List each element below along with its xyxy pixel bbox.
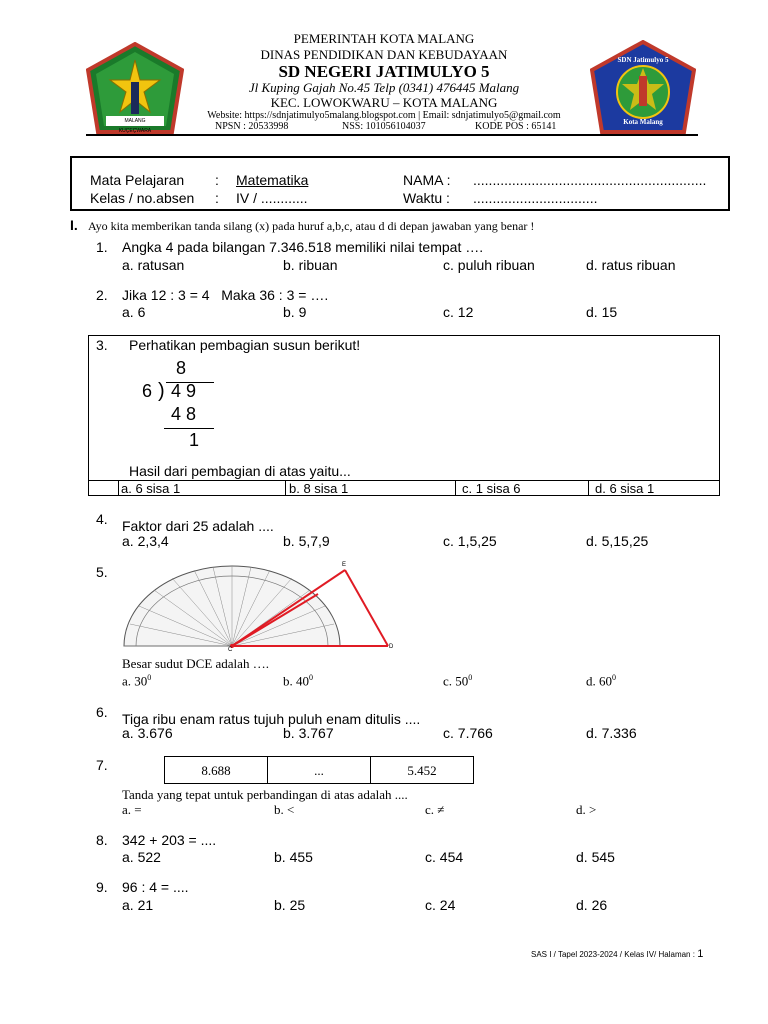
q7-option-c[interactable]: c. ≠ bbox=[425, 802, 445, 817]
division-dividend: 4 9 bbox=[171, 381, 197, 401]
class-field[interactable]: IV / ............ bbox=[236, 190, 308, 206]
q3-cell-divider bbox=[118, 481, 119, 496]
header-address: Jl Kuping Gajah No.45 Telp (0341) 476445 Malang bbox=[248, 80, 520, 95]
q5-option-c[interactable] bbox=[443, 673, 472, 689]
instruction-text: Ayo kita memberikan tanda silang (x) pada huruf a,b,c, atau d di depan jawaban yang benar ! bbox=[88, 219, 535, 233]
q2-option-d[interactable]: d. 15 bbox=[586, 304, 618, 320]
q5-option-d-degree: 0 bbox=[612, 673, 616, 682]
header-kodepos: KODE POS : 65141 bbox=[475, 121, 557, 132]
q8-text: 342 + 203 = .... bbox=[122, 832, 217, 848]
footer-page-number: 1 bbox=[697, 948, 704, 960]
q2-number: 2. bbox=[96, 287, 108, 303]
q5-option-c-text: c. 50 bbox=[443, 673, 469, 689]
q7-option-d[interactable]: d. > bbox=[576, 802, 597, 817]
q9-number: 9. bbox=[96, 879, 108, 895]
q6-option-c[interactable]: c. 7.766 bbox=[443, 725, 493, 741]
q8-option-a[interactable]: a. 522 bbox=[122, 849, 161, 865]
right-logo-bottom-text: Kota Malang bbox=[623, 118, 663, 126]
q6-number: 6. bbox=[96, 704, 108, 720]
division-remainder: 1 bbox=[189, 430, 200, 450]
q3-footer: Hasil dari pembagian di atas yaitu... bbox=[129, 463, 351, 479]
q7-option-a[interactable]: a. = bbox=[122, 802, 142, 817]
q4-option-b[interactable]: b. 5,7,9 bbox=[283, 533, 330, 549]
q3-option-b[interactable]: b. 8 sisa 1 bbox=[289, 481, 349, 496]
q5-option-d[interactable] bbox=[586, 673, 616, 689]
q2-option-c[interactable]: c. 12 bbox=[443, 304, 474, 320]
q5-text: Besar sudut DCE adalah …. bbox=[122, 656, 269, 671]
header-department: DINAS PENDIDIKAN DAN KEBUDAYAAN bbox=[260, 47, 508, 62]
q3-option-c[interactable]: c. 1 sisa 6 bbox=[462, 481, 521, 496]
q3-option-d[interactable]: d. 6 sisa 1 bbox=[595, 481, 655, 496]
subject-colon: : bbox=[215, 172, 219, 188]
q4-option-a[interactable]: a. 2,3,4 bbox=[122, 533, 169, 549]
header-district: KEC. LOWOKWARU – KOTA MALANG bbox=[270, 95, 498, 110]
q5-option-b-text: b. 40 bbox=[283, 673, 309, 689]
header-government: PEMERINTAH KOTA MALANG bbox=[293, 31, 475, 46]
division-divisor: 6 bbox=[142, 381, 153, 401]
q3-cell-divider bbox=[285, 481, 286, 496]
q6-option-b[interactable]: b. 3.767 bbox=[283, 725, 334, 741]
q4-option-d[interactable]: d. 5,15,25 bbox=[586, 533, 649, 549]
q1-option-c[interactable]: c. puluh ribuan bbox=[443, 257, 535, 273]
division-subtract-line bbox=[164, 428, 214, 429]
q2-option-b[interactable]: b. 9 bbox=[283, 304, 307, 320]
q8-option-d[interactable]: d. 545 bbox=[576, 849, 615, 865]
compare-blank[interactable]: ... bbox=[268, 757, 371, 783]
header-nss: NSS: 101056104037 bbox=[342, 121, 426, 132]
name-label: NAMA : bbox=[403, 172, 451, 188]
header-website: Website: https://sdnjatimulyo5malang.blogspot.com | Email: sdnjatimulyo5@gmail.com bbox=[207, 110, 561, 121]
q5-option-c-degree: 0 bbox=[468, 673, 473, 682]
q4-number: 4. bbox=[96, 511, 108, 527]
q2-option-a[interactable]: a. 6 bbox=[122, 304, 146, 320]
comparison-table bbox=[164, 756, 474, 784]
time-label: Waktu : bbox=[403, 190, 450, 206]
q5-option-b[interactable] bbox=[283, 673, 313, 689]
compare-left-value: 8.688 bbox=[165, 757, 268, 783]
name-field[interactable]: ............................................................ bbox=[473, 172, 707, 188]
q5-option-a-text: a. 30 bbox=[122, 673, 148, 689]
q8-option-b[interactable]: b. 455 bbox=[274, 849, 313, 865]
q9-option-a[interactable]: a. 21 bbox=[122, 897, 154, 913]
division-quotient: 8 bbox=[176, 358, 187, 378]
q2-text: Jika 12 : 3 = 4 Maka 36 : 3 = …. bbox=[122, 287, 329, 303]
q4-option-c[interactable]: c. 1,5,25 bbox=[443, 533, 497, 549]
q6-text: Tiga ribu enam ratus tujuh puluh enam ditulis .... bbox=[122, 711, 421, 727]
q6-option-d[interactable]: d. 7.336 bbox=[586, 725, 637, 741]
q9-option-c[interactable]: c. 24 bbox=[425, 897, 456, 913]
point-e-label: E bbox=[342, 562, 347, 568]
q5-option-a-degree: 0 bbox=[147, 673, 152, 682]
right-logo-top-text: SDN Jatimulyo 5 bbox=[617, 56, 669, 64]
subject-label: Mata Pelajaran bbox=[90, 172, 185, 188]
q1-option-d[interactable]: d. ratus ribuan bbox=[586, 257, 676, 273]
compare-right-value: 5.452 bbox=[407, 763, 437, 778]
q9-option-b[interactable]: b. 25 bbox=[274, 897, 306, 913]
q3-number: 3. bbox=[96, 337, 108, 353]
q1-text: Angka 4 pada bilangan 7.346.518 memiliki nilai tempat …. bbox=[122, 239, 484, 255]
class-label: Kelas / no.absen bbox=[90, 190, 195, 206]
long-division bbox=[140, 358, 230, 458]
q1-number: 1. bbox=[96, 239, 108, 255]
protractor-figure bbox=[120, 562, 400, 656]
q7-option-b[interactable]: b. < bbox=[274, 802, 295, 817]
q5-option-d-text: d. 60 bbox=[586, 673, 612, 689]
header-divider bbox=[86, 134, 698, 136]
subject-value: Matematika bbox=[236, 172, 309, 188]
q3-option-a[interactable]: a. 6 sisa 1 bbox=[121, 481, 181, 496]
page-footer bbox=[531, 948, 703, 960]
point-d-label: D bbox=[389, 644, 394, 650]
q6-option-a[interactable]: a. 3.676 bbox=[122, 725, 173, 741]
q9-option-d[interactable]: d. 26 bbox=[576, 897, 608, 913]
point-c-label: C bbox=[228, 647, 233, 653]
q1-option-b[interactable]: b. ribuan bbox=[283, 257, 338, 273]
footer-text: SAS I / Tapel 2023-2024 / Kelas IV/ Halaman : bbox=[531, 950, 695, 959]
q8-number: 8. bbox=[96, 832, 108, 848]
division-bracket: ) bbox=[158, 380, 165, 402]
q3-text: Perhatikan pembagian susun berikut! bbox=[129, 337, 361, 353]
q8-option-c[interactable]: c. 454 bbox=[425, 849, 464, 865]
q5-option-b-degree: 0 bbox=[309, 673, 313, 682]
class-colon: : bbox=[215, 190, 219, 206]
q5-option-a[interactable] bbox=[122, 673, 151, 689]
q4-text: Faktor dari 25 adalah .... bbox=[122, 518, 274, 534]
identity-box bbox=[70, 156, 730, 211]
section-numeral: I. bbox=[70, 217, 78, 233]
division-product: 4 8 bbox=[171, 404, 197, 424]
q3-cell-divider bbox=[455, 481, 456, 496]
q9-text: 96 : 4 = .... bbox=[122, 879, 189, 895]
q3-options-row bbox=[88, 480, 720, 496]
left-logo-text: MALANG KUÇEÇWARA bbox=[118, 118, 152, 134]
q7-number: 7. bbox=[96, 757, 108, 773]
q5-number: 5. bbox=[96, 564, 108, 580]
header-npsn: NPSN : 20533998 bbox=[215, 121, 289, 132]
q7-text: Tanda yang tepat untuk perbandingan di atas adalah .... bbox=[122, 787, 408, 802]
time-field[interactable]: ................................ bbox=[473, 190, 598, 206]
q1-option-a[interactable]: a. ratusan bbox=[122, 257, 185, 273]
header-school-name: SD NEGERI JATIMULYO 5 bbox=[278, 62, 490, 81]
q3-cell-divider bbox=[588, 481, 589, 496]
